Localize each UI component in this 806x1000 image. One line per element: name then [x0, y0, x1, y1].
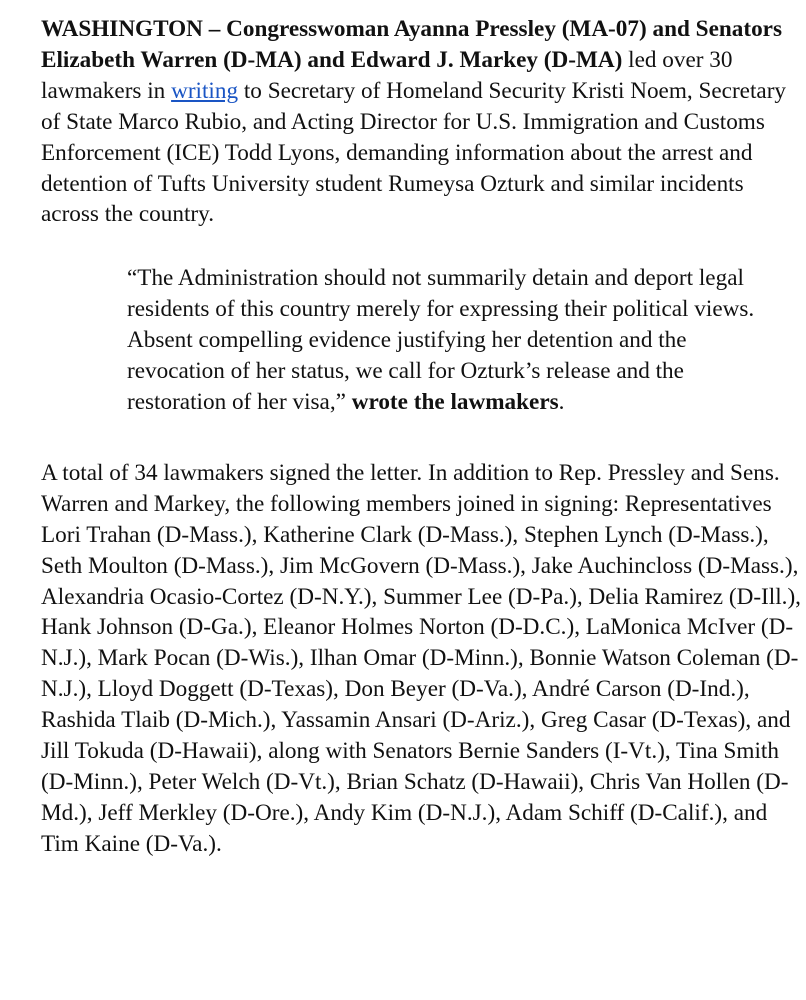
press-release-body [41, 14, 801, 860]
quote-attribution: wrote the lawmakers [351, 388, 559, 415]
blockquote [127, 263, 777, 418]
intro-paragraph [41, 14, 801, 230]
quote-text: “The Administration should not summarily detain and deport legal residents of this country merely for expressing their political views. Absent compelling evidence justifying her detention and the revocation of her status, we call for Ozturk’s release and the restoration of her visa,” [127, 265, 755, 415]
intro-text-after-link: to Secretary of Homeland Security Kristi Noem, Secretary of State Marco Rubio, and Acting Director for U.S. Immigration and Customs Enforcement (ICE) Todd Lyons, demanding information about the arrest and detention of Tufts University student Rumeysa Ozturk and similar incidents across the country. [41, 77, 787, 228]
intro-text-before-link: led over 30 lawmakers in [41, 46, 733, 104]
signers-paragraph: A total of 34 lawmakers signed the letter. In addition to Rep. Pressley and Sens. Warren and Markey, the following members joined in signing: Representatives Lori Trahan (D-Mass.), Katherine Clark (D-Mass.), Stephen Lynch (D-Mass.), Seth Moulton (D-Mass.), Jim McGovern (D-Mass.), Jake Auchincloss (D-Mass.), Alexandria Ocasio-Cortez (D-N.Y.), Summer Lee (D-Pa.), Delia Ramirez (D-Ill.), Hank Johnson (D-Ga.), Eleanor Holmes Norton (D-D.C.), LaMonica McIver (D-N.J.), Mark Pocan (D-Wis.), Ilhan Omar (D-Minn.), Bonnie Watson Coleman (D-N.J.), Lloyd Doggett (D-Texas), Don Beyer (D-Va.), André Carson (D-Ind.), Rashida Tlaib (D-Mich.), Yassamin Ansari (D-Ariz.), Greg Casar (D-Texas), and Jill Tokuda (D-Hawaii), along with Senators Bernie Sanders (I-Vt.), Tina Smith (D-Minn.), Peter Welch (D-Vt.), Brian Schatz (D-Hawaii), Chris Van Hollen (D-Md.), Jeff Merkley (D-Ore.), Andy Kim (D-N.J.), Adam Schiff (D-Calif.), and Tim Kaine (D-Va.). [41, 459, 801, 857]
writing-link[interactable]: writing [171, 77, 239, 104]
dateline-lead: WASHINGTON – Congresswoman Ayanna Pressley (MA-07) and Senators Elizabeth Warren (D-MA) and Edward J. Markey (D-MA) [41, 16, 782, 73]
quote-end-punct: . [558, 388, 565, 415]
